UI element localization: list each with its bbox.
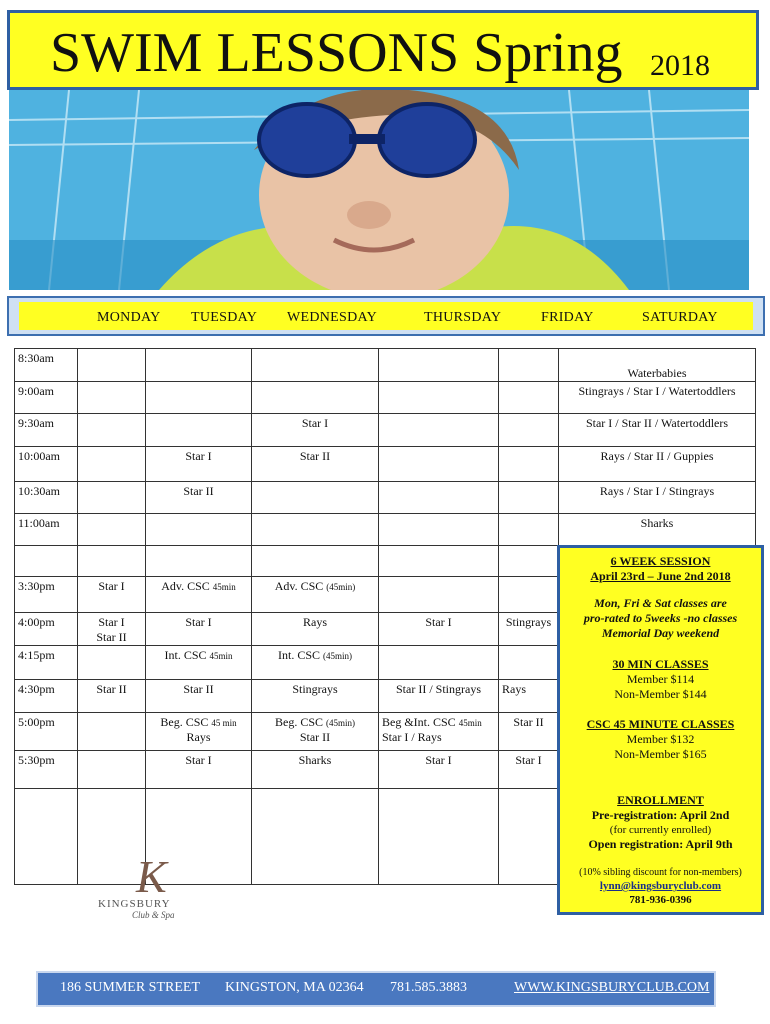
schedule-cell xyxy=(78,613,146,646)
time-cell: 5:30pm xyxy=(15,751,78,789)
schedule-cell: Star I xyxy=(499,751,559,789)
class-label: Int. CSC xyxy=(277,648,323,662)
schedule-cell: Star I xyxy=(252,414,379,447)
duration-label: (45min) xyxy=(326,582,356,592)
swimmer-photo xyxy=(9,90,749,290)
min30-nonmember-price: Non-Member $144 xyxy=(614,687,707,701)
table-row xyxy=(15,482,756,514)
class-label: Star II xyxy=(299,730,331,744)
schedule-cell: Star I xyxy=(78,577,146,613)
footer-bar xyxy=(36,971,716,1007)
time-cell: 8:30am xyxy=(15,349,78,382)
time-cell: 9:00am xyxy=(15,382,78,414)
duration-label: 45min xyxy=(209,651,233,661)
class-label: Star I / Rays xyxy=(382,730,442,744)
schedule-cell: Star I xyxy=(146,751,252,789)
logo-name: KINGSBURY xyxy=(98,898,171,910)
schedule-cell: Star II / Stingrays xyxy=(379,680,499,713)
schedule-cell xyxy=(146,713,252,751)
day-monday: MONDAY xyxy=(97,310,161,325)
schedule-cell: Stingrays xyxy=(252,680,379,713)
duration-label: 45min xyxy=(212,582,236,592)
class-label: Star II xyxy=(96,630,127,644)
day-wednesday: WEDNESDAY xyxy=(287,310,378,325)
day-tuesday: TUESDAY xyxy=(191,310,258,325)
session-note-3: Memorial Day weekend xyxy=(601,626,720,640)
sibling-discount: (10% sibling discount for non-members) xyxy=(579,867,742,878)
time-cell: 4:30pm xyxy=(15,680,78,713)
schedule-cell: Waterbabies xyxy=(559,349,756,382)
contact-phone: 781-936-0396 xyxy=(629,894,692,906)
schedule-cell: Star I xyxy=(146,447,252,482)
class-label: Beg. CSC xyxy=(274,715,326,729)
session-note-1: Mon, Fri & Sat classes are xyxy=(594,596,727,610)
schedule-cell: Rays xyxy=(252,613,379,646)
session-heading: 6 WEEK SESSION xyxy=(610,554,711,568)
table-row xyxy=(15,349,756,382)
time-cell: 5:00pm xyxy=(15,713,78,751)
csc45-heading: CSC 45 MINUTE CLASSES xyxy=(586,717,735,731)
time-cell: 11:00am xyxy=(15,514,78,546)
class-label: Adv. CSC xyxy=(274,579,327,593)
schedule-cell: Rays / Star I / Stingrays xyxy=(559,482,756,514)
day-friday: FRIDAY xyxy=(541,310,594,325)
swimmer-illustration xyxy=(9,90,749,290)
days-header-inner xyxy=(19,302,753,330)
schedule-cell xyxy=(252,713,379,751)
class-label: Rays xyxy=(186,730,211,744)
session-info-box xyxy=(557,545,764,915)
day-saturday: SATURDAY xyxy=(642,310,718,325)
schedule-cell xyxy=(379,713,499,751)
table-row xyxy=(15,382,756,414)
footer-city: KINGSTON, MA 02364 xyxy=(225,980,364,995)
class-label: Adv. CSC xyxy=(161,579,213,593)
csc45-member-price: Member $132 xyxy=(626,732,695,746)
schedule-cell: Stingrays xyxy=(499,613,559,646)
title-banner xyxy=(7,10,759,90)
enrollment-heading: ENROLLMENT xyxy=(617,793,704,807)
min30-heading: 30 MIN CLASSES xyxy=(612,657,709,671)
schedule-cell xyxy=(146,577,252,613)
class-label: Star I xyxy=(98,615,125,629)
schedule-cell: Star I xyxy=(379,613,499,646)
session-note-2: pro-rated to 5weeks -no classes xyxy=(583,611,738,625)
schedule-cell: Star II xyxy=(252,447,379,482)
time-cell: 10:00am xyxy=(15,447,78,482)
page-title: SWIM LESSONS Spring xyxy=(50,22,623,84)
time-cell: 4:15pm xyxy=(15,646,78,680)
footer-website-link[interactable]: WWW.KINGSBURYCLUB.COM xyxy=(514,980,710,995)
schedule-cell: Sharks xyxy=(252,751,379,789)
kingsbury-logo xyxy=(98,851,194,922)
logo-tagline: Club & Spa xyxy=(132,910,175,920)
days-header xyxy=(7,296,765,336)
duration-label: 45 min xyxy=(211,718,237,728)
min30-member-price: Member $114 xyxy=(626,672,695,686)
time-cell: 3:30pm xyxy=(15,577,78,613)
csc45-nonmember-price: Non-Member $165 xyxy=(614,747,707,761)
session-dates: April 23rd – June 2nd 2018 xyxy=(590,569,731,583)
time-cell: 4:00pm xyxy=(15,613,78,646)
schedule-cell: Star II xyxy=(146,680,252,713)
duration-label: 45min xyxy=(458,718,482,728)
schedule-cell: Star I xyxy=(379,751,499,789)
schedule-cell xyxy=(252,577,379,613)
footer-phone: 781.585.3883 xyxy=(390,980,467,995)
day-thursday: THURSDAY xyxy=(424,310,502,325)
contact-email-link[interactable]: lynn@kingsburyclub.com xyxy=(599,880,722,892)
schedule-cell: Rays xyxy=(499,680,559,713)
time-cell: 10:30am xyxy=(15,482,78,514)
duration-label: (45min) xyxy=(326,718,355,728)
schedule-cell: Star II xyxy=(499,713,559,751)
page-title-year: 2018 xyxy=(650,49,710,82)
schedule-cell: Star II xyxy=(78,680,146,713)
pre-registration: Pre-registration: April 2nd xyxy=(591,808,730,822)
logo-monogram: K xyxy=(136,851,167,902)
schedule-cell: Rays / Star II / Guppies xyxy=(559,447,756,482)
class-label: Beg. CSC xyxy=(160,715,212,729)
table-row xyxy=(15,414,756,447)
duration-label: (45min) xyxy=(323,651,352,661)
schedule-cell xyxy=(146,646,252,680)
time-cell: 9:30am xyxy=(15,414,78,447)
footer-street: 186 SUMMER STREET xyxy=(60,980,201,995)
schedule-cell: Star I / Star II / Watertoddlers xyxy=(559,414,756,447)
schedule-cell xyxy=(252,646,379,680)
class-label: Beg &Int. CSC xyxy=(382,715,459,729)
class-label: Int. CSC xyxy=(164,648,210,662)
table-row xyxy=(15,514,756,546)
open-registration: Open registration: April 9th xyxy=(588,837,733,851)
schedule-cell: Stingrays / Star I / Watertoddlers xyxy=(559,382,756,414)
schedule-cell: Star II xyxy=(146,482,252,514)
schedule-cell: Sharks xyxy=(559,514,756,546)
schedule-cell: Star I xyxy=(146,613,252,646)
table-row xyxy=(15,447,756,482)
pre-registration-note: (for currently enrolled) xyxy=(609,824,712,836)
